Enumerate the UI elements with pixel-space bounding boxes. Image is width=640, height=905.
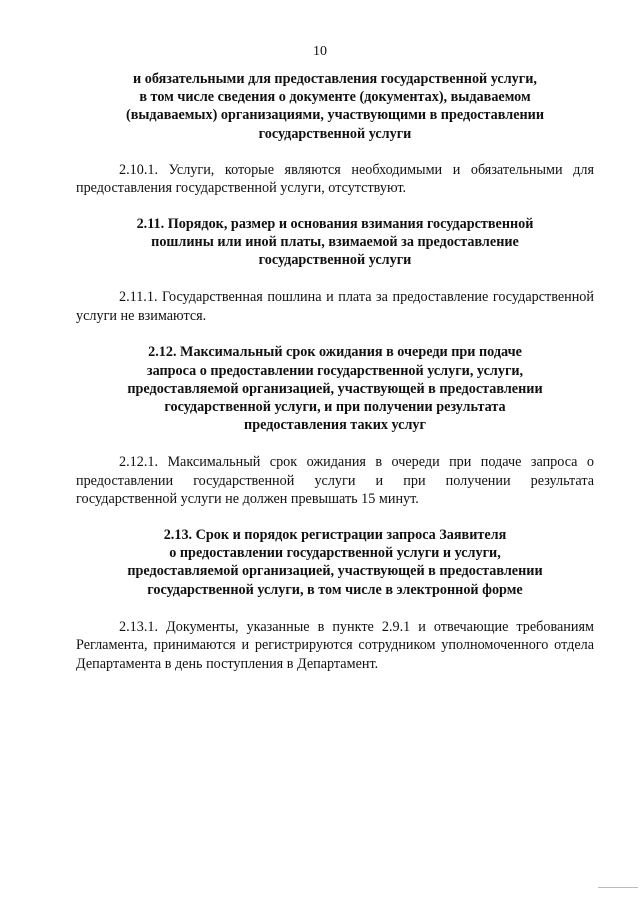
section-heading-2-13 bbox=[76, 526, 594, 599]
heading-line: государственной услуги bbox=[258, 252, 412, 269]
document-body bbox=[76, 70, 594, 673]
section-heading-2-12 bbox=[76, 343, 594, 434]
heading-line: предоставления таких услуг bbox=[244, 417, 426, 434]
heading-line: и обязательными для предоставления государственной услуги, bbox=[133, 71, 537, 87]
paragraph-2-13-1: 2.13.1. Документы, указанные в пункте 2.9.1 и отвечающие требованиям Регламента, принимаются и регистрируются сотрудником уполномоченного отдела Департамента в день поступления в Департамент. bbox=[76, 618, 594, 672]
heading-line: государственной услуги bbox=[258, 125, 412, 142]
heading-line: предоставляемой организацией, участвующей в предоставлении bbox=[127, 563, 543, 580]
heading-line: пошлины или иной платы, взимаемой за предоставление bbox=[151, 234, 519, 251]
heading-line: предоставляемой организацией, участвующей в предоставлении bbox=[127, 380, 543, 397]
paragraph-2-11-1: 2.11.1. Государственная пошлина и плата за предоставление государственной услуги не взимаются. bbox=[76, 289, 594, 324]
heading-line: государственной услуги, в том числе в электронной форме bbox=[147, 581, 523, 598]
heading-line: государственной услуги, и при получении результата bbox=[164, 399, 506, 416]
heading-line: о предоставлении государственной услуги и услуги, bbox=[169, 545, 501, 562]
heading-line: запроса о предоставлении государственной услуги, услуги, bbox=[146, 362, 524, 379]
section-heading-2-10-cont bbox=[76, 70, 594, 143]
page-number: 10 bbox=[313, 44, 327, 59]
heading-line: 2.11. Порядок, размер и основания взимания государственной bbox=[136, 215, 534, 232]
section-heading-2-11 bbox=[76, 215, 594, 270]
paragraph-2-10-1: 2.10.1. Услуги, которые являются необходимыми и обязательными для предоставления государственной услуги, отсутствуют. bbox=[76, 161, 594, 197]
heading-line: в том числе сведения о документе (документах), выдаваемом bbox=[139, 89, 531, 106]
heading-line: 2.12. Максимальный срок ожидания в очереди при подаче bbox=[148, 344, 522, 361]
heading-line: (выдаваемых) организациями, участвующими в предоставлении bbox=[125, 107, 545, 124]
paragraph-2-12-1: 2.12.1. Максимальный срок ожидания в очереди при подаче запроса о предоставлении государственной услуги и при получении результата государственной услуги не должен превышать 15 минут. bbox=[76, 454, 594, 508]
scan-edge-mark bbox=[598, 887, 638, 888]
heading-line: 2.13. Срок и порядок регистрации запроса Заявителя bbox=[163, 526, 507, 543]
